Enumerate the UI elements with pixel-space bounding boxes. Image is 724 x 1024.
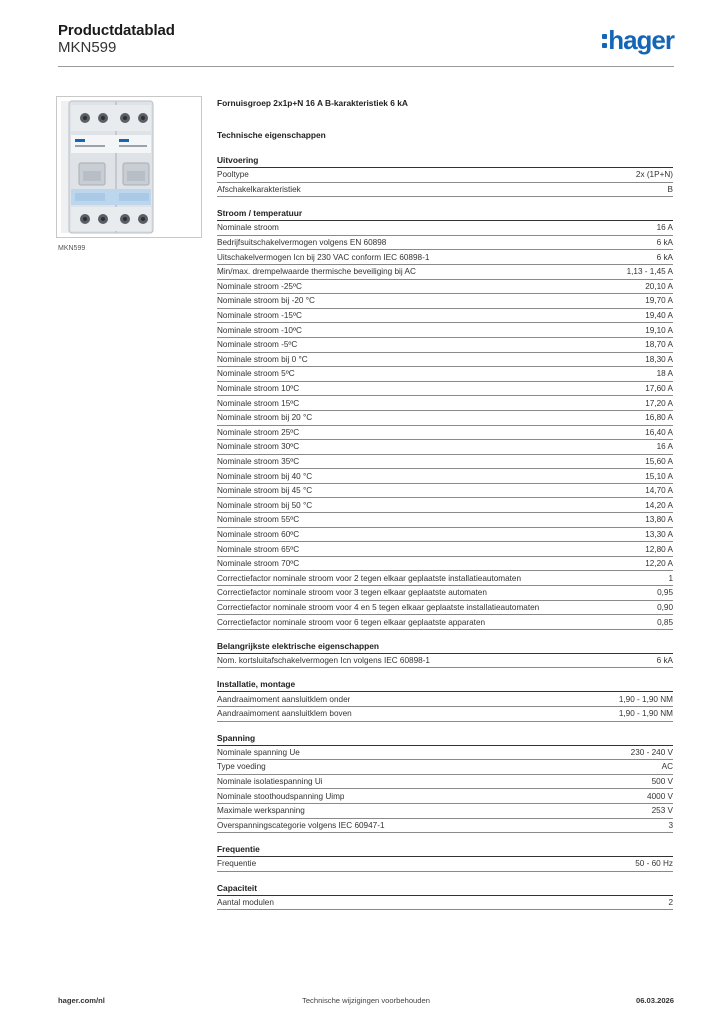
spec-row <box>217 411 673 426</box>
spec-value: 12,20 A <box>645 559 673 569</box>
spec-label: Nominale spanning Ue <box>217 747 300 757</box>
spec-label: Nominale stroom bij 0 °C <box>217 354 308 364</box>
spec-row <box>217 615 673 630</box>
spec-label: Nominale stroom 5ºC <box>217 369 295 379</box>
spec-label: Nominale stroom bij -20 °C <box>217 296 315 306</box>
spec-row <box>217 338 673 353</box>
group-title: Spanning <box>217 732 673 746</box>
spec-row <box>217 528 673 543</box>
spec-value: 230 - 240 V <box>630 747 673 757</box>
spec-label: Correctiefactor nominale stroom voor 6 tegen elkaar geplaatste apparaten <box>217 617 486 627</box>
spec-label: Overspanningscategorie volgens IEC 60947-1 <box>217 820 385 830</box>
spec-value: 2x (1P+N) <box>635 170 673 180</box>
spec-group <box>217 732 673 834</box>
spec-value: 18 A <box>656 369 673 379</box>
spec-value: B <box>667 184 673 194</box>
spec-value: 1,90 - 1,90 NM <box>618 709 673 719</box>
circuit-breaker-image <box>57 97 201 237</box>
spec-value: 16,80 A <box>645 413 673 423</box>
spec-row <box>217 586 673 601</box>
spec-label: Correctiefactor nominale stroom voor 4 en 5 tegen elkaar geplaatste installatieautomaten <box>217 602 540 612</box>
spec-row <box>217 440 673 455</box>
product-code: MKN599 <box>58 39 117 56</box>
logo-text: hager <box>608 25 674 55</box>
section-heading: Technische eigenschappen <box>217 130 326 140</box>
spec-row <box>217 857 673 872</box>
hager-logo <box>602 26 674 54</box>
footer-notice: Technische wijzigingen voorbehouden <box>302 996 430 1005</box>
spec-row <box>217 426 673 441</box>
spec-label: Nominale stroom bij 20 °C <box>217 413 313 423</box>
group-title: Uitvoering <box>217 154 673 168</box>
group-title: Installatie, montage <box>217 678 673 692</box>
spec-row <box>217 654 673 669</box>
spec-value: 500 V <box>651 777 673 787</box>
spec-row <box>217 542 673 557</box>
spec-value: 14,70 A <box>645 486 673 496</box>
spec-label: Nominale stroom 10ºC <box>217 384 300 394</box>
spec-value: 2 <box>668 898 673 908</box>
spec-value: 20,10 A <box>645 281 673 291</box>
spec-group <box>217 640 673 669</box>
product-image <box>56 96 202 238</box>
spec-label: Afschakelkarakteristiek <box>217 184 301 194</box>
spec-value: 18,30 A <box>645 354 673 364</box>
spec-value: 1,13 - 1,45 A <box>626 267 673 277</box>
spec-value: 14,20 A <box>645 500 673 510</box>
spec-row <box>217 280 673 295</box>
spec-row <box>217 789 673 804</box>
footer-date: 06.03.2026 <box>635 996 674 1005</box>
spec-value: 4000 V <box>647 791 673 801</box>
group-title: Frequentie <box>217 843 673 857</box>
spec-row <box>217 367 673 382</box>
spec-label: Nominale stroom 65ºC <box>217 544 300 554</box>
spec-row <box>217 775 673 790</box>
page-header <box>58 20 674 68</box>
spec-group <box>217 678 673 721</box>
spec-label: Nominale stroom 25ºC <box>217 427 300 437</box>
spec-label: Nominale stroom bij 45 °C <box>217 486 313 496</box>
spec-value: 19,10 A <box>645 325 673 335</box>
spec-value: 16 A <box>656 442 673 452</box>
spec-label: Nominale stroom 70ºC <box>217 559 300 569</box>
spec-row <box>217 896 673 911</box>
spec-label: Aandraaimoment aansluitklem onder <box>217 694 351 704</box>
spec-label: Maximale werkspanning <box>217 806 305 816</box>
spec-row <box>217 760 673 775</box>
logo-dots-icon <box>602 30 607 50</box>
spec-row <box>217 804 673 819</box>
spec-label: Nominale stroom 15ºC <box>217 398 300 408</box>
spec-row <box>217 236 673 251</box>
spec-value: 18,70 A <box>645 340 673 350</box>
spec-row <box>217 557 673 572</box>
spec-value: AC <box>661 762 673 772</box>
spec-group <box>217 154 673 197</box>
spec-row <box>217 455 673 470</box>
spec-label: Nominale stroom -5ºC <box>217 340 298 350</box>
spec-value: 1,90 - 1,90 NM <box>618 694 673 704</box>
spec-label: Nominale stroom 60ºC <box>217 529 300 539</box>
spec-row <box>217 513 673 528</box>
product-description: Fornuisgroep 2x1p+N 16 A B-karakteristiek 6 kA <box>217 98 408 108</box>
spec-row <box>217 692 673 707</box>
spec-value: 1 <box>668 573 673 583</box>
spec-value: 12,80 A <box>645 544 673 554</box>
spec-label: Nominale stroom 55ºC <box>217 515 300 525</box>
spec-value: 50 - 60 Hz <box>635 859 673 869</box>
spec-label: Nominale stroom bij 50 °C <box>217 500 313 510</box>
header-divider <box>58 66 674 67</box>
spec-row <box>217 309 673 324</box>
spec-label: Nominale stroom 35ºC <box>217 456 300 466</box>
spec-row <box>217 250 673 265</box>
spec-value: 0,90 <box>657 602 673 612</box>
spec-label: Aantal modulen <box>217 898 274 908</box>
spec-label: Correctiefactor nominale stroom voor 3 tegen elkaar geplaatste automaten <box>217 588 487 598</box>
spec-group <box>217 207 673 630</box>
spec-label: Nominale stoothoudspanning Uimp <box>217 791 345 801</box>
spec-content <box>217 96 673 910</box>
spec-row <box>217 294 673 309</box>
spec-value: 0,85 <box>657 617 673 627</box>
spec-row <box>217 484 673 499</box>
spec-label: Nominale stroom bij 40 °C <box>217 471 313 481</box>
spec-value: 0,95 <box>657 588 673 598</box>
spec-label: Nominale stroom -25ºC <box>217 281 302 291</box>
spec-groups <box>217 154 673 910</box>
spec-row <box>217 168 673 183</box>
spec-label: Correctiefactor nominale stroom voor 2 tegen elkaar geplaatste installatieautomaten <box>217 573 522 583</box>
spec-row <box>217 601 673 616</box>
page-footer <box>58 996 674 1008</box>
spec-label: Bedrijfsuitschakelvermogen volgens EN 60898 <box>217 238 387 248</box>
spec-value: 15,10 A <box>645 471 673 481</box>
spec-row <box>217 265 673 280</box>
spec-group <box>217 843 673 872</box>
spec-label: Nominale stroom <box>217 223 279 233</box>
group-title: Capaciteit <box>217 882 673 896</box>
spec-label: Uitschakelvermogen Icn bij 230 VAC conform IEC 60898-1 <box>217 252 430 262</box>
spec-label: Min/max. drempelwaarde thermische beveiliging bij AC <box>217 267 416 277</box>
spec-value: 13,80 A <box>645 515 673 525</box>
spec-value: 3 <box>668 820 673 830</box>
spec-row <box>217 819 673 834</box>
image-caption: MKN599 <box>58 245 86 252</box>
spec-row <box>217 353 673 368</box>
spec-value: 16 A <box>656 223 673 233</box>
spec-value: 13,30 A <box>645 529 673 539</box>
spec-label: Nominale stroom 30ºC <box>217 442 300 452</box>
spec-value: 17,20 A <box>645 398 673 408</box>
spec-value: 19,70 A <box>645 296 673 306</box>
spec-label: Nom. kortsluitafschakelvermogen Icn volgens IEC 60898-1 <box>217 656 430 666</box>
spec-row <box>217 571 673 586</box>
spec-label: Pooltype <box>217 170 249 180</box>
spec-group <box>217 882 673 911</box>
spec-value: 15,60 A <box>645 456 673 466</box>
spec-value: 17,60 A <box>645 384 673 394</box>
spec-row <box>217 707 673 722</box>
spec-label: Nominale stroom -10ºC <box>217 325 302 335</box>
spec-label: Nominale isolatiespanning Ui <box>217 777 323 787</box>
spec-row <box>217 746 673 761</box>
spec-row <box>217 469 673 484</box>
spec-label: Type voeding <box>217 762 266 772</box>
spec-value: 6 kA <box>656 238 673 248</box>
spec-label: Aandraaimoment aansluitklem boven <box>217 709 352 719</box>
spec-row <box>217 323 673 338</box>
spec-row <box>217 382 673 397</box>
spec-row <box>217 396 673 411</box>
spec-value: 6 kA <box>656 656 673 666</box>
group-title: Stroom / temperatuur <box>217 207 673 221</box>
spec-row <box>217 183 673 198</box>
spec-value: 253 V <box>651 806 673 816</box>
group-title: Belangrijkste elektrische eigenschappen <box>217 640 673 654</box>
spec-value: 19,40 A <box>645 311 673 321</box>
page-title: Productdatablad <box>58 22 175 39</box>
spec-value: 6 kA <box>656 252 673 262</box>
spec-row <box>217 498 673 513</box>
footer-website[interactable]: hager.com/nl <box>58 996 105 1005</box>
spec-row <box>217 221 673 236</box>
spec-label: Nominale stroom -15ºC <box>217 311 302 321</box>
spec-label: Frequentie <box>217 859 257 869</box>
spec-value: 16,40 A <box>645 427 673 437</box>
